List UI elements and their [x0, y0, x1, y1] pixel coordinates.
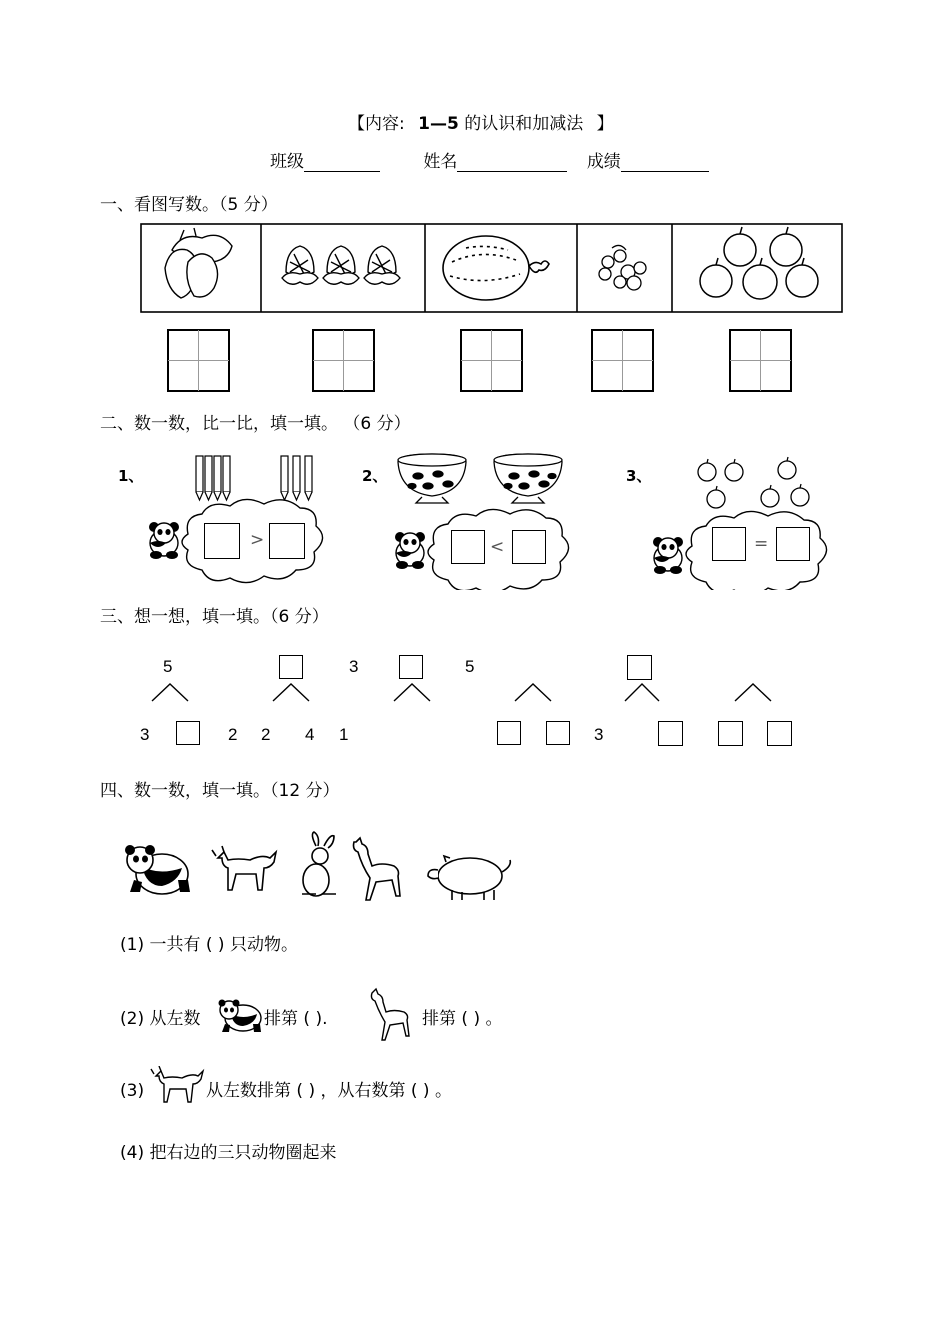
question-2-mid: 排第 ( ).	[264, 1009, 328, 1029]
fishbowls-icon	[398, 454, 562, 503]
section2-title: 二、数一数，比一比，填一填。 （6 分）	[100, 414, 411, 434]
watermelon-icon	[443, 236, 549, 300]
question-4: (4) 把右边的三只动物圈起来	[120, 1143, 337, 1163]
class-label: 班级	[270, 152, 304, 172]
topic-close: 】	[596, 114, 614, 134]
bond3-right: 1	[339, 725, 349, 744]
item2-label: 2、	[362, 467, 388, 485]
bond3-left: 4	[305, 725, 315, 744]
section4-title: 四、数一数，填一填。（12 分）	[100, 781, 340, 801]
grapes-icon	[599, 245, 646, 290]
pencils-icon	[196, 456, 312, 500]
bond5-right-box[interactable]	[546, 721, 570, 745]
compare1-symbol: >	[250, 530, 265, 550]
compare3-left-box[interactable]	[712, 527, 746, 561]
bond2-left: 2	[228, 725, 238, 744]
score-label: 成绩	[586, 152, 621, 172]
bond7-left-box[interactable]	[718, 721, 743, 746]
bond1-right-box[interactable]	[176, 721, 200, 745]
bond1-left: 3	[140, 725, 150, 744]
question-3-num: (3)	[120, 1081, 145, 1101]
bond2-top-box[interactable]	[279, 655, 303, 679]
animal-row	[0, 830, 950, 910]
bond4-top-box[interactable]	[399, 655, 423, 679]
compare2-right-box[interactable]	[512, 530, 546, 564]
question-1: (1) 一共有 ( ) 只动物。	[120, 935, 298, 955]
compare3-symbol: =	[754, 534, 769, 554]
compare2-left-box[interactable]	[451, 530, 485, 564]
question-3-text: 从左数排第 ( ) ，从右数第 ( ) 。	[206, 1081, 452, 1101]
compare1-left-box[interactable]	[204, 523, 240, 559]
oranges-icon	[698, 457, 809, 508]
compare1-right-box[interactable]	[269, 523, 305, 559]
item1-label: 1、	[118, 467, 144, 485]
apples-icon	[700, 227, 818, 299]
bond5-left-box[interactable]	[497, 721, 521, 745]
peaches-icon	[282, 246, 400, 284]
topic-rest: 的认识和加减法	[464, 114, 584, 134]
question-2-num: (2) 从左数	[120, 1009, 201, 1029]
bond7-top-box[interactable]	[627, 655, 652, 680]
deer-icon	[365, 986, 420, 1046]
compare3-right-box[interactable]	[776, 527, 810, 561]
bond7-right-box[interactable]	[767, 721, 792, 746]
panda-icon	[149, 522, 179, 559]
bond3-top: 3	[349, 657, 359, 676]
topic-range: 1—5	[418, 114, 459, 134]
panda-icon	[395, 532, 425, 569]
bond6-right-box[interactable]	[658, 721, 683, 746]
mangoes-icon	[165, 228, 232, 298]
compare2-symbol: <	[490, 537, 505, 557]
deer-icon	[354, 838, 401, 900]
bond-carets	[0, 680, 950, 704]
answer-boxes[interactable]	[168, 330, 791, 391]
picture-strip	[0, 0, 950, 420]
topic-open: 【内容:	[348, 114, 405, 134]
panda-icon	[125, 845, 190, 894]
pig-icon	[428, 856, 510, 900]
rabbit-icon	[302, 832, 336, 896]
panda-icon	[653, 537, 683, 574]
bond1-top: 5	[163, 657, 173, 676]
bond5-top: 5	[465, 657, 475, 676]
section3-title: 三、想一想，填一填。（6 分）	[100, 607, 329, 627]
name-label: 姓名	[423, 152, 458, 172]
goat-icon	[212, 846, 276, 890]
question-2-end: 排第 ( ) 。	[422, 1009, 503, 1029]
panda-icon	[214, 994, 264, 1034]
bond2-right: 2	[261, 725, 271, 744]
compare-figures	[0, 440, 950, 590]
bond6-left: 3	[594, 725, 604, 744]
section1-title: 一、看图写数。（5 分）	[100, 195, 278, 215]
item3-label: 3、	[626, 467, 652, 485]
goat-icon	[150, 1066, 206, 1110]
